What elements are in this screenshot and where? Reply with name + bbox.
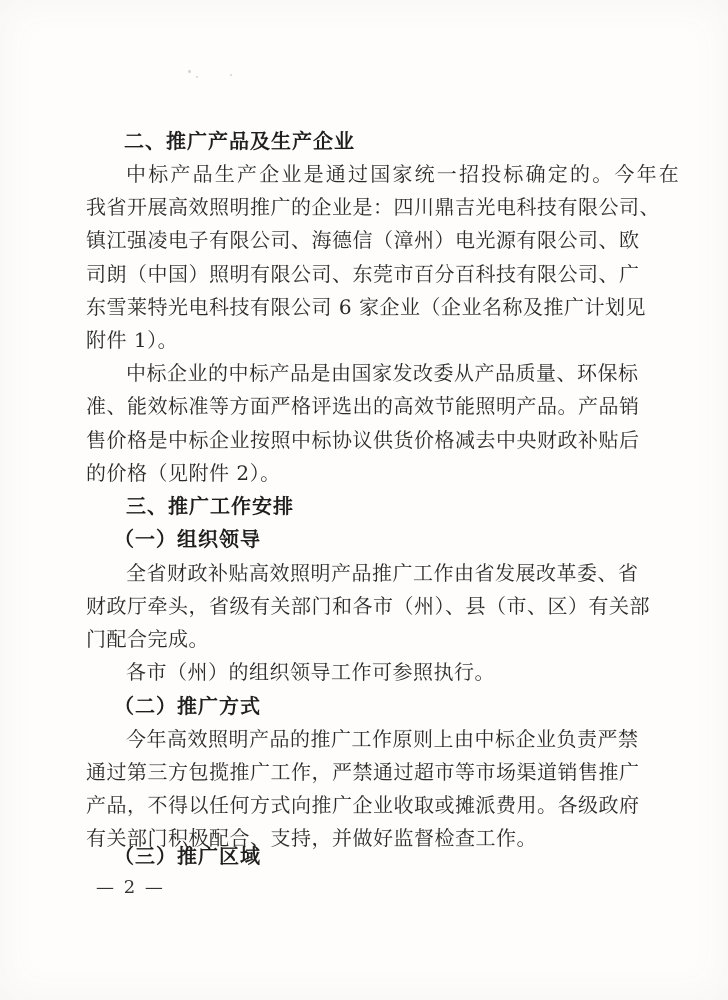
scan-speck	[196, 76, 198, 78]
body-line: 今年高效照明产品的推广工作原则上由中标企业负责严禁	[126, 727, 639, 751]
body-line: 全省财政补贴高效照明产品推广工作由省发展改革委、省	[126, 561, 639, 585]
body-line: 中标企业的中标产品是由国家发改委从产品质量、环保标	[126, 361, 639, 385]
body-line: 财政厅牵头，省级有关部门和各市（州）、县（市、区）有关部	[86, 594, 650, 618]
subsection-3-heading: （三）推广区域	[114, 844, 261, 868]
scan-speck	[188, 70, 191, 73]
body-line: 镇江强凌电子有限公司、海德信（漳州）电光源有限公司、欧	[86, 228, 640, 252]
body-line: 通过第三方包揽推广工作，严禁通过超市等市场渠道销售推广	[86, 760, 640, 784]
scan-speck	[230, 74, 232, 76]
body-line: 售价格是中标企业按照中标协议供货价格减去中央财政补贴后	[86, 428, 640, 452]
body-line: 附件 1）。	[86, 328, 179, 352]
body-line: 东雪莱特光电科技有限公司 6 家企业（企业名称及推广计划见	[86, 295, 646, 319]
page-number: — 2 —	[96, 877, 165, 898]
section-3-heading: 三、推广工作安排	[126, 494, 294, 518]
subsection-2-heading: （二）推广方式	[114, 694, 261, 718]
subsection-1-heading: （一）组织领导	[114, 527, 261, 551]
body-line: 我省开展高效照明推广的企业是：四川鼎吉光电科技有限公司、	[86, 195, 660, 219]
section-2-heading: 二、推广产品及生产企业	[124, 129, 355, 153]
body-line: 准、能效标准等方面严格评选出的高效节能照明产品。产品销	[86, 394, 640, 418]
body-line: 产品，不得以任何方式向推广企业收取或摊派费用。各级政府	[86, 793, 640, 817]
body-line: 各市（州）的组织领导工作可参照执行。	[126, 660, 495, 684]
body-line: 的价格（见附件 2）。	[86, 461, 281, 485]
body-line: 中标产品生产企业是通过国家统一招投标确定的。今年在	[126, 162, 681, 186]
body-line: 司朗（中国）照明有限公司、东莞市百分百科技有限公司、广	[86, 262, 640, 286]
body-line: 门配合完成。	[86, 627, 209, 651]
body-line: 有关部门积极配合、支持，并做好监督检查工作。	[86, 826, 537, 850]
